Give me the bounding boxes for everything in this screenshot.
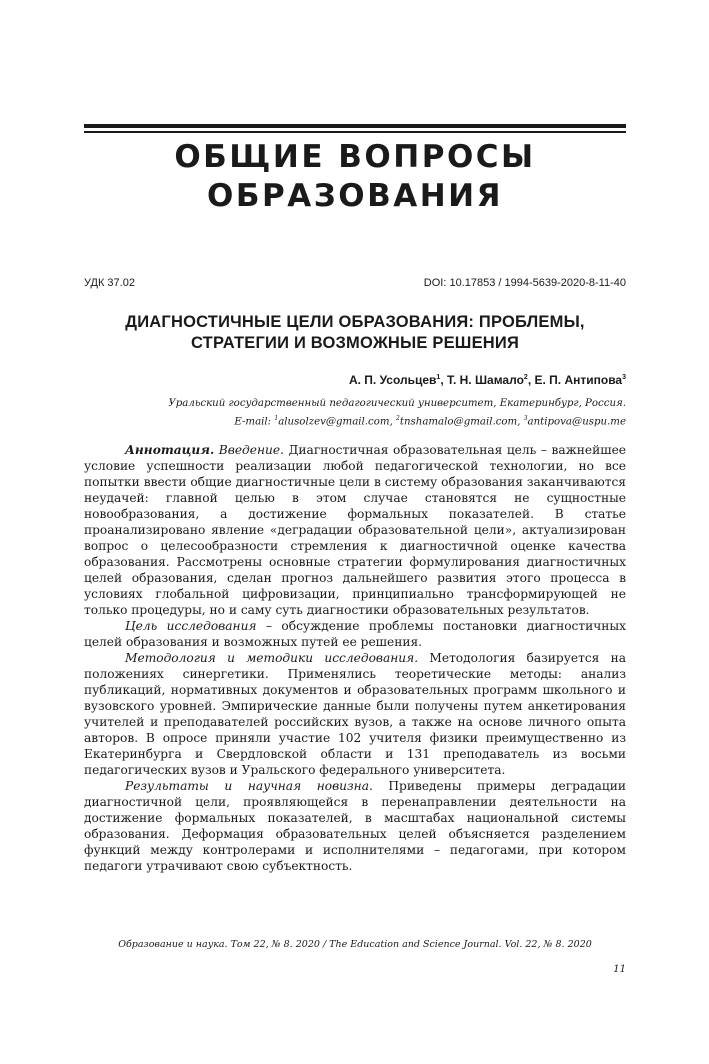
email-3: antipova@uspu.me (527, 416, 626, 428)
author-2-sup: 2 (523, 374, 528, 381)
author-1-sup: 1 (436, 374, 441, 381)
results-text: Приведены примеры деградации диагностичной цели, проявляющейся в перенаправлении деятельности на достижение формальных показателей, в масштабах национальной системы образования. Деформация образовательных целей объясняется разделением функций между контролерами и исполнителями – педагогами, при котором педагоги утрачивают свою субъектность. (84, 779, 626, 873)
email-1-sup: 1 (274, 415, 279, 422)
section-title-line-2: ОБРАЗОВАНИЯ (207, 178, 503, 214)
article-title (84, 312, 626, 354)
abstract-results-paragraph (84, 778, 626, 874)
aim-text: – обсуждение проблемы постановки диагностичных целей образования и возможных путей ее решения. (84, 619, 626, 649)
abstract-aim-paragraph (84, 618, 626, 650)
email-1: alusolzev@gmail.com (278, 416, 390, 428)
authors: А. П. Усольцев$^1$, Т. Н. Шамало$^2$, Е. П. Антипова$^3$ (348, 373, 626, 387)
abstract-label: Аннотация. (125, 443, 215, 457)
header-rules (84, 124, 626, 133)
header-rule-thin (84, 131, 626, 133)
email-3-sup: 3 (523, 415, 528, 422)
abstract-methods-paragraph (84, 650, 626, 778)
affiliation-emails: E-mail: $^1$alusolzev@gmail.com, $^2$tnshamalo@gmail.com, $^3$antipova@uspu.me (234, 415, 626, 428)
author-1: А. П. Усольцев (348, 373, 437, 387)
footer-journal: Образование и наука. Том 22, № 8. 2020 / The Education and Science Journal. Vol. 22, № 8. 2020 (118, 939, 592, 950)
email-prefix: E-mail: (234, 416, 275, 428)
results-label: Результаты и научная новизна. (125, 779, 373, 793)
methods-label: Методология и методики исследования. (125, 651, 419, 665)
udc-code: УДК 37.02 (84, 277, 135, 289)
abstract-intro-paragraph (84, 442, 626, 618)
affiliation (168, 396, 626, 429)
email-2: tnshamalo@gmail.com (399, 416, 518, 428)
author-3-sup: 3 (622, 374, 626, 381)
meta-line (84, 277, 626, 289)
intro-text: Диагностичная образовательная цель – важнейшее условие успешности реализации любой педагогической технологии, но все попытки ввести общие диагностичные цели в систему образования заканчиваются неудачей: главной целью в этом случае становятся не сущностные новообразования, а достижение формальных показателей. В статье проанализировано явление «деградации образовательной цели», актуализирован вопрос о целесообразности стремления к диагностичной оценке качества образования. Рассмотрены основные стратегии формулирования диагностичных целей образования, сделан прогноз дальнейшего развития этого процесса в условиях глобальной цифровизации, принципиально трансформирующей не только процедуры, но и саму суть диагностики образовательных результатов. (84, 443, 627, 617)
article-title-line-2: СТРАТЕГИИ И ВОЗМОЖНЫЕ РЕШЕНИЯ (190, 334, 520, 352)
email-2-sup: 2 (396, 415, 400, 422)
methods-text: Методология базируется на положениях синергетики. Применялись теоретические методы: анализ публикаций, нормативных документов и образовательных программ школьного и вузовского уровней. Эмпирические данные были получены путем анкетирования учителей и преподавателей российских вузов, а также на основе личного опыта авторов. В опросе приняли участие 102 учителя физики преимущественно из Екатеринбурга и Свердловской области и 131 преподаватель из восьми педагогических вузов и Уральского федерального университета. (84, 651, 626, 777)
author-2: Т. Н. Шамало (447, 373, 524, 387)
section-title-line-1: ОБЩИЕ ВОПРОСЫ (174, 139, 536, 175)
doi: DOI: 10.17853 / 1994-5639-2020-8-11-40 (423, 277, 626, 289)
header-rule-thick (84, 124, 626, 128)
aim-label: Цель исследования (125, 619, 257, 633)
section-title (84, 138, 626, 216)
page-number: 11 (613, 964, 626, 975)
intro-label: Введение. (218, 443, 284, 457)
article-title-line-1: ДИАГНОСТИЧНЫЕ ЦЕЛИ ОБРАЗОВАНИЯ: ПРОБЛЕМЫ, (125, 313, 585, 331)
affiliation-org: Уральский государственный педагогический университет, Екатеринбург, Россия. (168, 398, 626, 409)
author-3: Е. П. Антипова (534, 373, 623, 387)
abstract (84, 442, 626, 874)
